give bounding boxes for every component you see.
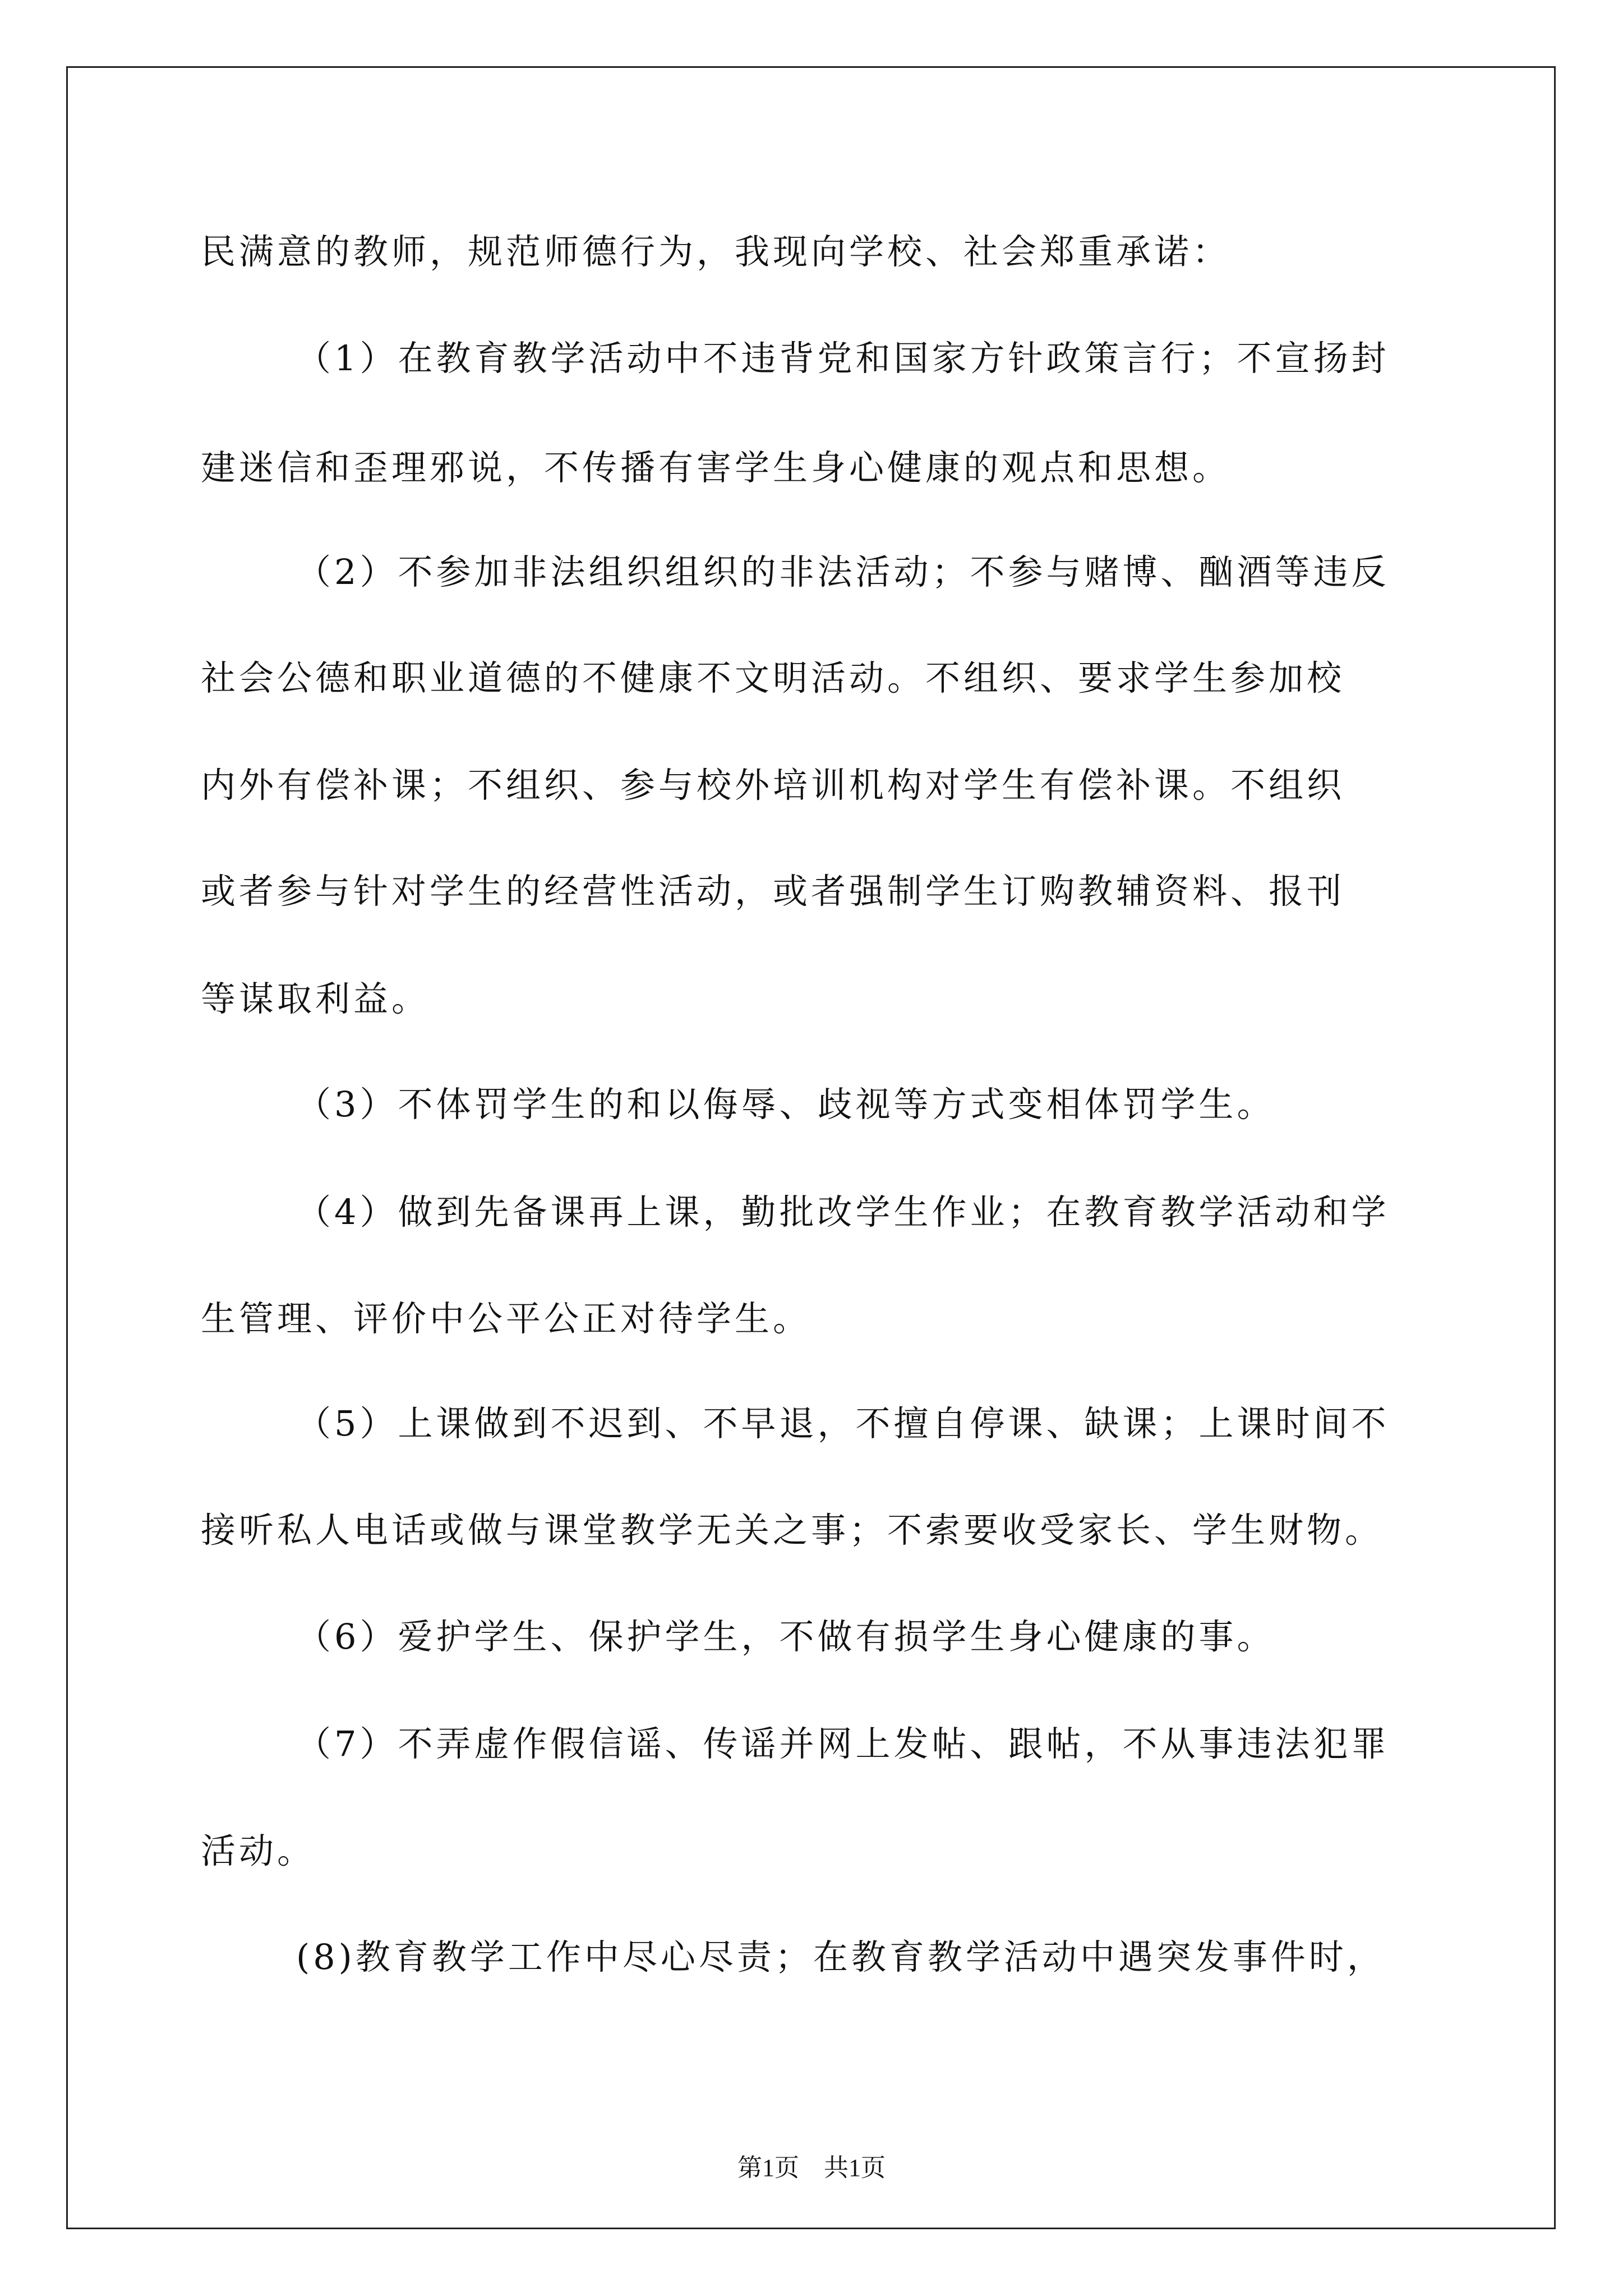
text-line: 建迷信和歪理邪说，不传播有害学生身心健康的观点和思想。 — [201, 447, 1231, 488]
text-line: 等谋取利益。 — [201, 978, 430, 1019]
text-line: （2）不参加非法组织组织的非法活动；不参与赌博、酗酒等违反 — [296, 551, 1390, 592]
text-line: （4）做到先备课再上课，勤批改学生作业；在教育教学活动和学 — [296, 1191, 1390, 1232]
page-footer: 第1页 共1页 — [737, 2154, 886, 2182]
text-line: （1）在教育教学活动中不违背党和国家方针政策言行；不宣扬封 — [296, 338, 1390, 379]
text-line: 生管理、评价中公平公正对待学生。 — [201, 1298, 811, 1339]
text-line: 内外有偿补课；不组织、参与校外培训机构对学生有偿补课。不组织 — [201, 765, 1345, 806]
text-line: 民满意的教师，规范师德行为，我现向学校、社会郑重承诺： — [201, 231, 1231, 272]
text-line: 或者参与针对学生的经营性活动，或者强制学生订购教辅资料、报刊 — [201, 871, 1345, 912]
text-line: （5）上课做到不迟到、不早退，不擅自停课、缺课；上课时间不 — [296, 1403, 1390, 1444]
text-line: (8)教育教学工作中尽心尽责；在教育教学活动中遇突发事件时， — [296, 1936, 1385, 1977]
text-line: （6）爱护学生、保护学生，不做有损学生身心健康的事。 — [296, 1616, 1275, 1657]
text-line: 接听私人电话或做与课堂教学无关之事；不索要收受家长、学生财物。 — [201, 1510, 1384, 1550]
page-border — [66, 66, 1556, 2229]
text-line: （3）不体罚学生的和以侮辱、歧视等方式变相体罚学生。 — [296, 1084, 1275, 1125]
text-line: （7）不弄虚作假信谣、传谣并网上发帖、跟帖，不从事违法犯罪 — [296, 1723, 1390, 1764]
text-line: 活动。 — [201, 1830, 316, 1871]
text-line: 社会公德和职业道德的不健康不文明活动。不组织、要求学生参加校 — [201, 657, 1345, 698]
